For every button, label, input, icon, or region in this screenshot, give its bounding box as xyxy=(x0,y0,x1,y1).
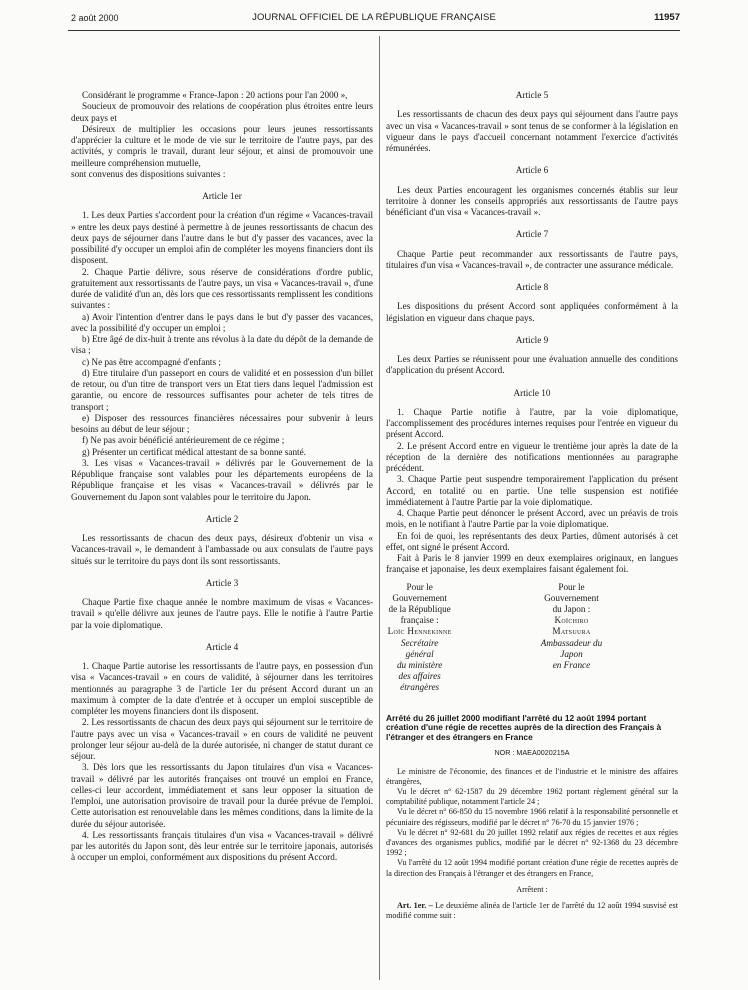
column-divider xyxy=(379,36,380,980)
article-paragraph: Fait à Paris le 8 janvier 1999 en deux exemplaires originaux, en langues française et japonaise, les deux exemplaires faisant également foi. xyxy=(386,553,678,575)
decree-article-1 xyxy=(386,901,678,921)
decree-title: Arrêté du 26 juillet 2000 modifiant l'arrêté du 12 août 1994 portant création d'une régie de recettes auprès de la direction des Français à l'étranger et des étrangers en France xyxy=(386,712,662,742)
signatory-line: Pour le Gouvernement xyxy=(392,581,447,603)
article-heading: Article 9 xyxy=(515,334,549,345)
header-page-number: 11957 xyxy=(654,12,680,23)
article-paragraph: 4. Chaque Partie peut dénoncer le présent Accord, avec un préavis de trois mois, en le notifiant à l'autre Partie par la voie diplomatique. xyxy=(386,508,678,530)
article-paragraph: Les deux Parties se réunissent pour une évaluation annuelle des conditions d'application du présent Accord. xyxy=(386,354,678,376)
article-paragraph: Les dispositions du présent Accord sont appliquées conformément à la législation en vigueur dans chaque pays. xyxy=(386,301,678,323)
signatory-role: des affaires étrangères xyxy=(398,671,441,693)
page-header xyxy=(0,0,748,34)
article-heading: Article 5 xyxy=(515,90,549,100)
decree-paragraph: Le ministre de l'économie, des finances et de l'industrie et le ministre des affaires étrangères, xyxy=(386,766,678,786)
decree-paragraph: Vu le décret n° 66-850 du 15 novembre 1966 relatif à la responsabilité personnelle et pécuniaire des régisseurs, modifié par le décret n° 76-70 du 15 janvier 1976 ; xyxy=(386,807,678,827)
signature-france xyxy=(386,582,526,694)
signatory-role: du ministère xyxy=(396,659,443,670)
article-paragraph: g) Présenter un certificat médical attestant de sa bonne santé. xyxy=(82,446,306,457)
article-heading: Article 3 xyxy=(205,577,239,588)
article-paragraph: En foi de quoi, les représentants des deux Parties, dûment autorisés à cet effet, ont signé le présent Accord. xyxy=(386,530,678,552)
header-rule xyxy=(68,30,680,31)
article-paragraph: 1. Chaque Partie notifie à l'autre, par la voie diplomatique, l'accomplissement des procédures internes requises pour l'entrée en vigueur du présent Accord. xyxy=(386,406,678,440)
article-paragraph: Chaque Partie peut recommander aux ressortissants de l'autre pays, titulaires d'un visa « Vacances-travail », de contracter une assurance médicale. xyxy=(386,248,678,270)
decree-article-1-label: Art. 1er. – xyxy=(397,901,433,910)
article-paragraph: c) Ne pas être accompagné d'enfants ; xyxy=(82,356,221,367)
article-heading: Article 4 xyxy=(205,641,239,652)
article-paragraph: a) Avoir l'intention d'entrer dans le pays dans le but d'y passer des vacances, avec la possibilité d'y occuper un emploi ; xyxy=(71,311,373,333)
article-paragraph: Les ressortissants de chacun des deux pays qui séjournent dans l'autre pays avec un visa « Vacances-travail » sont tenus de se conformer à la législation en vigueur dans le pays d'accueil concernant notamment l'exercice d'activités rémunérées. xyxy=(386,109,678,153)
header-title: JOURNAL OFFICIEL DE LA RÉPUBLIQUE FRANÇAISE xyxy=(252,12,496,23)
signatory-line: du Japon : xyxy=(552,603,591,614)
intro-paragraph: Désireux de multiplier les occasions pour leurs jeunes ressortissants d'apprécier la culture et le mode de vie sur le territoire de l'autre pays, par des activités, y compris le travail, durant leur séjour, et ainsi de promouvoir une meilleure compréhension mutuelle, xyxy=(71,123,373,168)
article-paragraph: 2. Le présent Accord entre en vigueur le trentième jour après la date de la réception de la dernière des notifications mentionnées au paragraphe précédent. xyxy=(386,440,678,473)
header-date: 2 août 2000 xyxy=(71,13,119,23)
article-paragraph: 3. Dès lors que les ressortissants du Japon titulaires d'un visa « Vacances-travail » délivré par les autorités françaises ont trouvé un emploi en France, celles-ci leur accordent, immédiatement et sans leur opposer la situation de l'emploi, une autorisation provisoire de travail pour la durée prévue de l'emploi. Cette autorisation est renouvelable dans les mêmes conditions, dans la limite de la durée du séjour autorisée. xyxy=(71,762,373,829)
article-paragraph: 4. Les ressortissants français titulaires d'un visa « Vacances-travail » délivré par les autorités du Japon sont, dès leur entrée sur le territoire japonais, autorisés à occuper un emploi, conformément aux dispositions du présent Accord. xyxy=(71,829,373,863)
article-paragraph: 3. Chaque Partie peut suspendre temporairement l'application du présent Accord, en totalité ou en partie. Une telle suspension est notifiée immédiatement à l'autre Partie par la voie diplomatique. xyxy=(386,474,678,507)
article-heading: Article 10 xyxy=(513,387,551,398)
article-paragraph: 3. Les visas « Vacances-travail » délivrés par le Gouvernement de la République française sont valables pour les départements européens de la République française et les visas « Vacances-travail » délivrés par le Gouvernement du Japon sont valables pour le territoire du Japon. xyxy=(71,457,373,502)
signatory-role: Secrétaire général xyxy=(400,637,439,659)
intro-paragraph: Considérant le programme « France-Japon : 20 actions pour l'an 2000 », xyxy=(82,90,348,100)
signatory-role: en France xyxy=(552,659,591,670)
article-paragraph: 1. Chaque Partie autorise les ressortissants de l'autre pays, en possession d'un visa « Vacances-travail » en cours de validité, à séjourner dans les territoires mentionnés au paragraphe 3 de l'article 1er du présent Accord durant un an maximum à compter de la date d'entrée et à occuper un emploi susceptible de compléter les moyens financiers dont ils disposent. xyxy=(71,661,373,716)
article-heading: Article 1er xyxy=(202,191,242,201)
signature-block xyxy=(386,582,678,694)
article-paragraph: 1. Les deux Parties s'accordent pour la création d'un régime « Vacances-travail » entre les deux pays destiné à permettre à de jeunes ressortissants de chacun des deux pays de séjourner dans l'autre dans le but d'y passer des vacances, avec la possibilité d'y occuper un emploi afin de compléter les moyens financiers dont ils disposent. xyxy=(71,210,373,266)
signatory-role: Ambassadeur du Japon xyxy=(540,637,603,659)
intro-paragraph: sont convenus des dispositions suivantes : xyxy=(71,168,226,179)
nor-reference: NOR : MAEA0020215A xyxy=(494,748,570,758)
signatory-name: Loïc Hennekinne xyxy=(387,626,452,637)
right-column xyxy=(386,90,678,921)
article-paragraph: b) Etre âgé de dix-huit à trente ans révolus à la date du dépôt de la demande de visa ; xyxy=(71,334,373,356)
signature-japan xyxy=(538,582,678,694)
article-paragraph: 2. Les ressortissants de chacun des deux pays qui séjournent sur le territoire de l'autre pays avec un visa « Vacances-travail » en cours de validité ne peuvent prolonger leur séjour au-delà de la durée autorisée, ni changer de statut durant ce séjour. xyxy=(71,717,373,761)
article-heading: Article 2 xyxy=(205,513,239,524)
article-heading: Article 7 xyxy=(515,229,549,240)
decree-paragraph: Vu le décret n° 62-1587 du 29 décembre 1962 portant règlement général sur la comptabilité publique, notamment l'article 24 ; xyxy=(386,786,678,807)
signatory-name: Koïchiro Matsuura xyxy=(552,615,591,637)
article-paragraph: 2. Chaque Partie délivre, sous réserve de considérations d'ordre public, gratuitement aux ressortissants de l'autre pays, un visa « Vacances-travail », d'une durée de validité d'un an, dès lors que ces ressortissants remplissent les conditions suivantes : xyxy=(71,266,373,311)
signatory-line: Pour le Gouvernement xyxy=(544,581,599,603)
decree-article-1-text: Le deuxième alinéa de l'article 1er de l'arrêté du 12 août 1994 susvisé est modifié comme suit : xyxy=(386,901,678,921)
article-heading: Article 6 xyxy=(515,165,549,176)
article-paragraph: Les deux Parties encouragent les organismes concernés établis sur leur territoire à donner les conseils appropriés aux ressortissants de l'autre pays bénéficiant d'un visa « Vacances-travail ». xyxy=(386,184,678,217)
intro-paragraph: Soucieux de promouvoir des relations de coopération plus étroites entre leurs deux pays et xyxy=(71,101,373,123)
decree-paragraph: Vu le décret n° 92-681 du 20 juillet 1992 relatif aux régies de recettes et aux régies d'avances des organismes publics, modifié par le décret n° 92-1368 du 23 décembre 1992 ; xyxy=(386,827,678,858)
signatory-line: de la République française : xyxy=(388,603,451,626)
article-heading: Article 8 xyxy=(515,282,549,292)
article-paragraph: e) Disposer des ressources financières nécessaires pour subvenir à leurs besoins au début de leur séjour ; xyxy=(71,412,373,434)
article-paragraph: Chaque Partie fixe chaque année le nombre maximum de visas « Vacances-travail » qu'elle délivre aux jeunes de l'autre pays. Elle le notifie à l'autre Partie par la voie diplomatique. xyxy=(71,597,373,630)
article-paragraph: Les ressortissants de chacun des deux pays, désireux d'obtenir un visa « Vacances-travail », le demandent à l'ambassade ou aux consulats de l'autre pays situés sur le territoire du pays dont ils sont ressortissants. xyxy=(71,533,373,566)
article-paragraph: f) Ne pas avoir bénéficié antérieurement de ce régime ; xyxy=(82,435,285,446)
decree-paragraph: Vu l'arrêté du 12 août 1994 modifié portant création d'une régie de recettes auprès de la direction des Français à l'étranger et des étrangers en France, xyxy=(386,858,678,878)
left-column xyxy=(71,90,373,864)
decree-arretent: Arrêtent : xyxy=(516,884,548,894)
article-paragraph: d) Etre titulaire d'un passeport en cours de validité et en possession d'un billet de retour, ou d'un titre de transport vers un Etat tiers dans lequel l'admission est garantie, ou encore de ressources suffisantes pour acheter de tels titres de transport ; xyxy=(71,367,373,412)
